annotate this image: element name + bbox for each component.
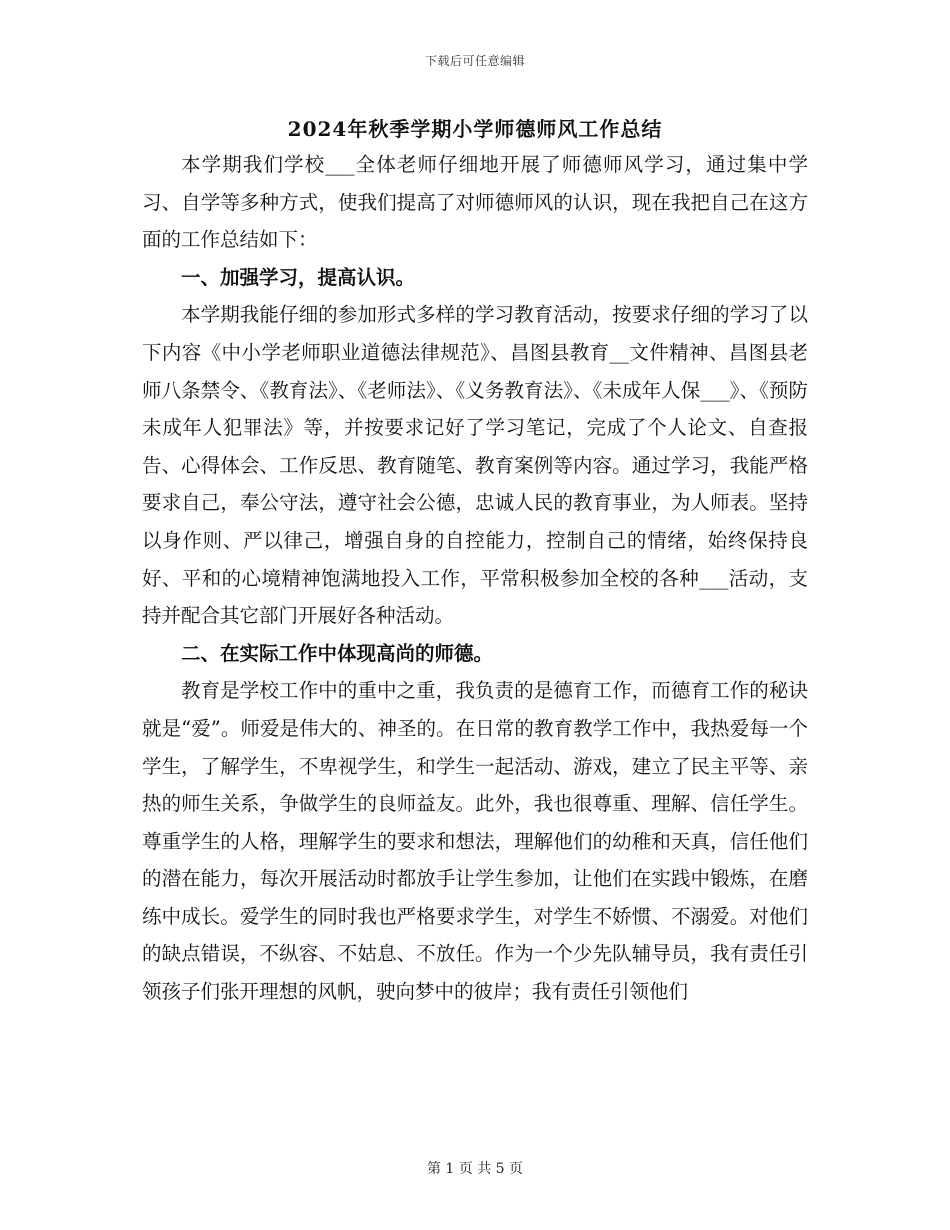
document-title: 2024年秋季学期小学师德师风工作总结 xyxy=(287,117,663,141)
section-1-paragraph: 本学期我能仔细的参加形式多样的学习教育活动，按要求仔细的学习了以下内容《中小学老师职业道德法律规范》、昌图县教育__文件精神、昌图县老师八条禁令、《教育法》、《老师法》、《义务教育法》、《未成年人保___》、《预防未成年人犯罪法》等，并按要求记好了学习笔记，完成了个人论文、自查报告、心得体会、工作反思、教育随笔、教育案例等内容。通过学习，我能严格要求自己，奉公守法，遵守社会公德，忠诚人民的教育事业，为人师表。坚持以身作则、严以律己，增强自身的自控能力，控制自己的情绪，始终保持良好、平和的心境精神饱满地投入工作，平常积极参加全校的各种___活动，支持并配合其它部门开展好各种活动。 xyxy=(142,303,808,628)
document-body xyxy=(142,146,808,1011)
section-1-heading: 一、加强学习，提高认识。 xyxy=(181,265,416,289)
section-2-heading: 二、在实际工作中体现高尚的师德。 xyxy=(181,641,494,665)
header-note: 下载后可任意编辑 xyxy=(424,54,525,68)
section-2-paragraph: 教育是学校工作中的重中之重，我负责的是德育工作，而德育工作的秘诀就是“爱”。师爱是伟大的、神圣的。在日常的教育教学工作中，我热爱每一个学生，了解学生，不卑视学生，和学生一起活动、游戏，建立了民主平等、亲热的师生关系，争做学生的良师益友。此外，我也很尊重、理解、信任学生。尊重学生的人格，理解学生的要求和想法，理解他们的幼稚和天真，信任他们的潜在能力，每次开展活动时都放手让学生参加，让他们在实践中锻炼，在磨练中成长。爱学生的同时我也严格要求学生，对学生不娇惯、不溺爱。对他们的缺点错误，不纵容、不姑息、不放任。作为一个少先队辅导员，我有责任引领孩子们张开理想的风帆，驶向梦中的彼岸；我有责任引领他们 xyxy=(142,679,808,1004)
page-footer: 第 1 页 共 5 页 xyxy=(426,1161,524,1177)
intro-paragraph: 本学期我们学校___全体老师仔细地开展了师德师风学习，通过集中学习、自学等多种方式，使我们提高了对师德师风的认识，现在我把自己在这方面的工作总结如下： xyxy=(142,153,808,252)
